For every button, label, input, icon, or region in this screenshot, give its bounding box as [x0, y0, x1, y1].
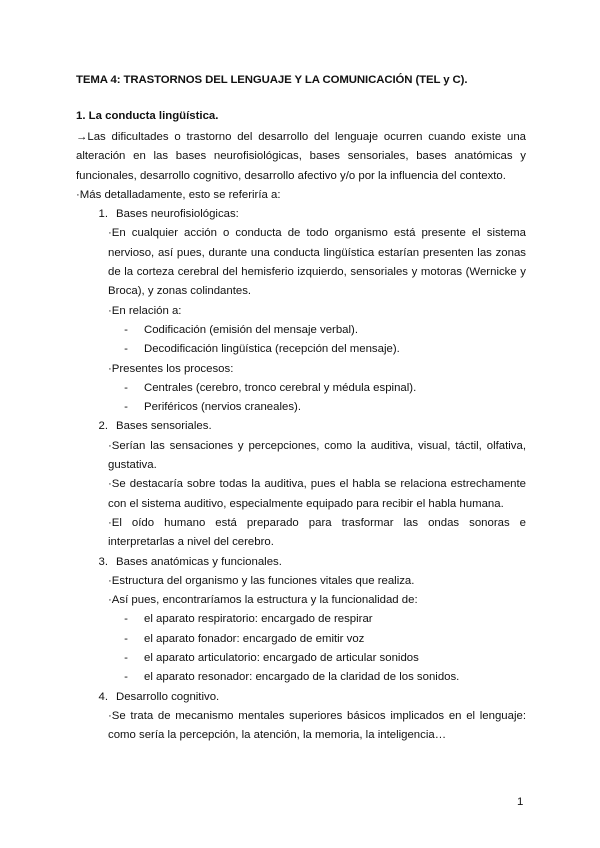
document-body	[76, 128, 526, 746]
intro-detail-line: ·Más detalladamente, esto se referiría a:	[76, 188, 281, 201]
list-item-label: Bases sensoriales.	[116, 420, 212, 433]
dash-bullet: -	[124, 323, 128, 336]
dash-bullet: -	[124, 401, 128, 414]
intro-paragraph: →Las dificultades o trastorno del desarrollo del lenguaje ocurren cuando existe una alteración en las bases neurofisiológicas, bases sensoriales, bases anatómicas y funcionales, desarrollo cognitivo, desarrollo afectivo y/o por la influencia del contexto.	[76, 131, 526, 182]
dash-bullet: -	[124, 343, 128, 356]
paragraph: ·En cualquier acción o conducta de todo organismo está presente el sistema nervioso, así pues, durante una conducta lingüística estarían presenten las zonas de la corteza cerebral del hemisferio izquierdo, sensoriales y motoras (Wernicke y Broca), y zonas colindantes.	[108, 227, 526, 298]
dash-list-item	[108, 668, 526, 687]
paragraph: ·El oído humano está preparado para trasformar las ondas sonoras e interpretarlas a nivel del cerebro.	[108, 516, 526, 549]
dash-list-item	[108, 610, 526, 629]
dash-list-item	[108, 649, 526, 668]
dash-item-text: Periféricos (nervios craneales).	[144, 401, 301, 414]
dash-item-text: el aparato resonador: encargado de la claridad de los sonidos.	[144, 671, 460, 684]
list-item-label: Bases anatómicas y funcionales.	[116, 555, 282, 568]
dash-bullet: -	[124, 652, 128, 665]
dash-item-text: Codificación (emisión del mensaje verbal).	[144, 323, 358, 336]
paragraph: ·Se destacaría sobre todas la auditiva, pues el habla se relaciona estrechamente con el sistema auditivo, especialmente equipado para recibir el habla humana.	[108, 478, 526, 510]
dash-item-text: Decodificación lingüística (recepción del mensaje).	[144, 343, 400, 356]
document-title: TEMA 4: TRASTORNOS DEL LENGUAJE Y LA COMUNICACIÓN (TEL y C).	[76, 74, 468, 86]
list-item-anatomical	[76, 553, 526, 572]
section-heading: 1. La conducta lingüística.	[76, 110, 219, 122]
dash-item-text: el aparato respiratorio: encargado de respirar	[144, 613, 373, 626]
list-number: 2.	[98, 420, 108, 433]
paragraph: ·Serían las sensaciones y percepciones, como la auditiva, visual, táctil, olfativa, gustativa.	[108, 439, 526, 472]
dash-list-item	[108, 340, 526, 359]
dash-bullet: -	[124, 381, 128, 394]
list-number: 4.	[98, 690, 108, 703]
list-number: 3.	[98, 555, 108, 568]
paragraph: ·Así pues, encontraríamos la estructura y la funcionalidad de:	[108, 594, 418, 607]
paragraph: ·Estructura del organismo y las funciones vitales que realiza.	[108, 574, 415, 587]
dash-bullet: -	[124, 671, 128, 684]
dash-item-text: el aparato fonador: encargado de emitir voz	[144, 632, 365, 645]
dash-list-item	[108, 321, 526, 340]
list-item-label: Bases neurofisiológicas:	[116, 208, 239, 221]
dash-item-text: el aparato articulatorio: encargado de articular sonidos	[144, 652, 419, 665]
paragraph: ·En relación a:	[108, 304, 182, 317]
paragraph: ·Presentes los procesos:	[108, 362, 234, 375]
dash-bullet: -	[124, 613, 128, 626]
dash-list-item	[108, 630, 526, 649]
page-number: 1	[517, 796, 524, 808]
list-item-sensory	[76, 417, 526, 436]
list-number: 1.	[98, 208, 108, 221]
list-item-neurophysiological	[76, 205, 526, 224]
dash-list-item	[108, 398, 526, 417]
dash-bullet: -	[124, 632, 128, 645]
list-item-label: Desarrollo cognitivo.	[116, 690, 220, 703]
list-item-cognitive	[76, 688, 526, 707]
dash-item-text: Centrales (cerebro, tronco cerebral y médula espinal).	[144, 381, 417, 394]
paragraph: ·Se trata de mecanismo mentales superiores básicos implicados en el lenguaje: como sería la percepción, la atención, la memoria, la inteligencia…	[108, 709, 526, 742]
dash-list-item	[108, 379, 526, 398]
